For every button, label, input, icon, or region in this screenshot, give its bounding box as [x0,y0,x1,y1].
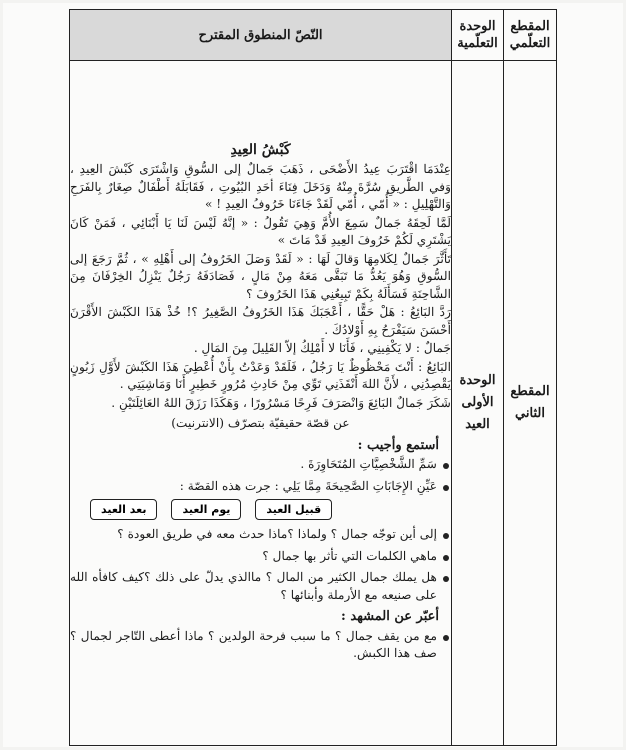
question-4: ماهي الكلمات التي تأثر بها جمال ؟ [70,548,451,566]
story-paragraph: عِنْدَمَا اقْتَرَبَ عِيدُ الأَضْحَى ، ذَهَبَ جَمالٌ إلى السُّوقِ وَاشْتَرَى كَبْشَ العِيدِ ، وَفي الطَّريقِ سُرَّةَ مِنْهُ وَدَخَلَ فِنَاءَ أحَدِ البُيُوتِ ، فَقَابَلَهُ أَطْفَالٌ صِغَارٌ بِالفَرَحِ وَالتَّهْلِيلِ : « أُمّي ، أُمّي لَقَدْ جَاءَنَا خَرُوفُ العِيدِ ! » [70,162,451,211]
story-paragraph: جَمالٌ : لا يَكْفِينِي ، فَأَنَا لا أَمْلِكُ إلاّ القَلِيلَ مِنَ المَالِ . [193,341,451,355]
header-unit: الوحدة التعلّمية [452,10,504,61]
unit-cell: الوحدة الأولى العيد [452,61,504,746]
story-paragraph: البَائِعُ : أَنْتَ مَحْظُوظٌ يَا رَجُلُ ، فَلَقَدْ وَعَدْتُ بِأَنْ أُعْطِيَ هَذَا الكَبْشَ لأَوَّلِ زَبُونٍ يَقْصِدُنِي ، لأَنَّ اللهَ أَنْقَذَنِي تَوِّي مِنْ حَادِثِ مُرُورٍ خَطِيرٍ أَنَا وَمَاشِيَتِي . [70,359,451,391]
option-before-eid[interactable]: قبيل العيد [255,499,332,520]
story-title: كَبْشُ العِيدِ [230,141,291,158]
question-5: هل يملك جمال الكثير من المال ؟ ماالذي يدلّ على ذلك ؟كيف كافأه الله على صنيعه مع الأرملة وأبنائها ؟ [70,569,451,604]
express-question-1: مع من يقف جمال ؟ ما سبب فرحة الولدين ؟ ماذا أعطى التّاجر لجمال ؟ صف هذا الكبش. [70,628,451,663]
document-page [3,3,623,747]
segment-cell: المقطع الثاني [504,61,557,746]
express-section-title: أعبّر عن المشهد : [341,609,439,624]
option-after-eid[interactable]: بعد العيد [90,499,157,520]
listen-section-title: أستمع وأجيب : [357,437,439,453]
answer-options [90,499,451,520]
story-paragraph: لَمَّا لَحِقَهُ جَمالٌ سَمِعَ الأُمَّ وَهِيَ تَقُولُ : « إنَّهُ لَيْسَ لَنَا يَا أَبْنَائِي ، فَمَنْ كَانَ يَشْتَرِي لَكُمْ خَرُوفَ العِيدِ قَدْ مَاتَ » [70,215,451,247]
text-cell [70,61,452,746]
header-segment: المقطع التعلّمي [504,10,557,61]
header-text: النّصّ المنطوق المقترح [70,10,452,61]
story-paragraph: تَأَثَّرَ جَمالٌ لِكَلامِهَا وَقالَ لَهَا : « لَقَدْ وَصَلَ الخَرُوفُ إلى أَهْلِهِ » ، ثُمَّ رَجَعَ إلى السُّوقِ وَهُوَ يَعُدُّ مَا تَبَقَّى مَعَهُ مِنْ مَالٍ ، فَصَادَفَهُ رَجُلٌ يَنْزِلُ الخِرْفَانَ مِنَ الشَّاحِنَةِ فَسَأَلَهُ بِكَمْ تَبِيعُنِي هَذَا الخَرُوفَ ؟ [70,251,451,301]
story-paragraph: رَدَّ البَائِعُ : هَلْ حَقًّا ، أَعْجَبَكَ هَذَا الخَرُوفُ الصَّغِيرُ ؟! خُذْ هَذَا الكَبْشَ الأَقْرَنَ أَحْسَنَ سَيَفْرَحُ بِهِ أَوْلادُكَ . [70,305,451,337]
lesson-table [69,9,557,746]
question-3: إلى أين توجّه جمال ؟ ولماذا ؟ماذا حدث معه في طريق العودة ؟ [70,526,451,544]
story-paragraph: شَكَرَ جَمالٌ البَائِعَ وَانْصَرَفَ فَرِحًا مَسْرُورًا ، وَهَكَذَا رَزَقَ اللهُ العَائِلَتَيْنِ . [111,395,451,410]
question-1: سَمِّ الشَّخْصِيَّاتِ المُتَحَاوِرَةَ . [70,456,451,474]
story-source: عن قصّة حقيقيّة بتصرّف (الانترنيت) [171,416,350,430]
option-eid-day[interactable]: يوم العيد [171,499,241,520]
question-2: عَيِّنِ الإِجَابَاتِ الصَّحِيحَةَ مِمَّا يَلِي : جرت هذه القصّة : [70,478,451,496]
